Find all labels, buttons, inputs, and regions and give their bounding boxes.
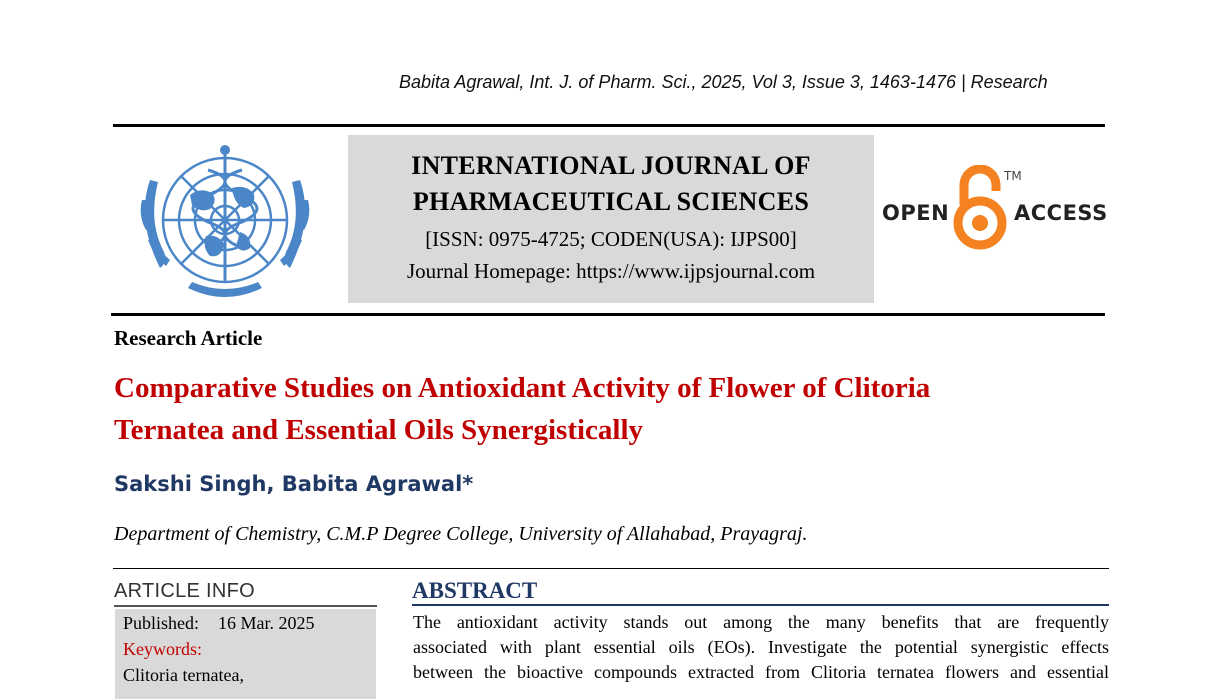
affiliation-divider	[113, 568, 1109, 569]
top-divider	[113, 124, 1105, 127]
journal-issn: [ISSN: 0975-4725; CODEN(USA): IJPS00]	[425, 227, 797, 251]
published-row	[123, 613, 315, 634]
journal-title-line2: PHARMACEUTICAL SCIENCES	[412, 187, 810, 216]
article-info-divider	[114, 605, 377, 607]
open-access-open-text: OPEN	[882, 201, 950, 225]
article-title-line2: Ternatea and Essential Oils Synergistically	[114, 414, 644, 446]
journal-title-box	[348, 135, 874, 303]
article-title	[114, 367, 1094, 451]
article-affiliation: Department of Chemistry, C.M.P Degree College, University of Allahabad, Prayagraj.	[114, 523, 808, 545]
abstract-divider	[412, 604, 1109, 606]
article-info-box	[115, 609, 376, 699]
open-access-logo	[880, 165, 1110, 255]
abstract-text	[413, 610, 1109, 685]
open-access-trademark: TM	[1004, 169, 1022, 183]
citation-header: Babita Agrawal, Int. J. of Pharm. Sci., 2025, Vol 3, Issue 3, 1463-1476 | Research	[399, 72, 1048, 92]
published-date: 16 Mar. 2025	[218, 613, 315, 633]
article-authors: Sakshi Singh, Babita Agrawal*	[114, 472, 474, 496]
article-type: Research Article	[114, 326, 263, 350]
article-info-heading: ARTICLE INFO	[114, 580, 256, 602]
article-title-line1: Comparative Studies on Antioxidant Activity of Flower of Clitoria	[114, 372, 931, 404]
journal-homepage[interactable]: Journal Homepage: https://www.ijpsjournal.com	[406, 259, 816, 283]
header-divider	[111, 313, 1105, 316]
open-access-access-text: ACCESS	[1014, 201, 1108, 225]
abstract-line: The antioxidant activity stands out among the many benefits that are frequently	[413, 612, 1109, 632]
journal-emblem-logo	[128, 140, 322, 306]
open-access-lock-icon	[952, 165, 1008, 251]
journal-title-line1: INTERNATIONAL JOURNAL OF	[411, 151, 811, 180]
abstract-line: between the bioactive compounds extracted from Clitoria ternatea flowers and essential	[413, 662, 1109, 682]
abstract-line: associated with plant essential oils (EOs). Investigate the potential synergistic effects	[413, 637, 1109, 657]
keyword-item: Clitoria ternatea,	[123, 665, 244, 685]
keywords-label: Keywords:	[123, 639, 202, 659]
abstract-heading: ABSTRACT	[412, 578, 538, 603]
published-label: Published:	[123, 613, 200, 633]
